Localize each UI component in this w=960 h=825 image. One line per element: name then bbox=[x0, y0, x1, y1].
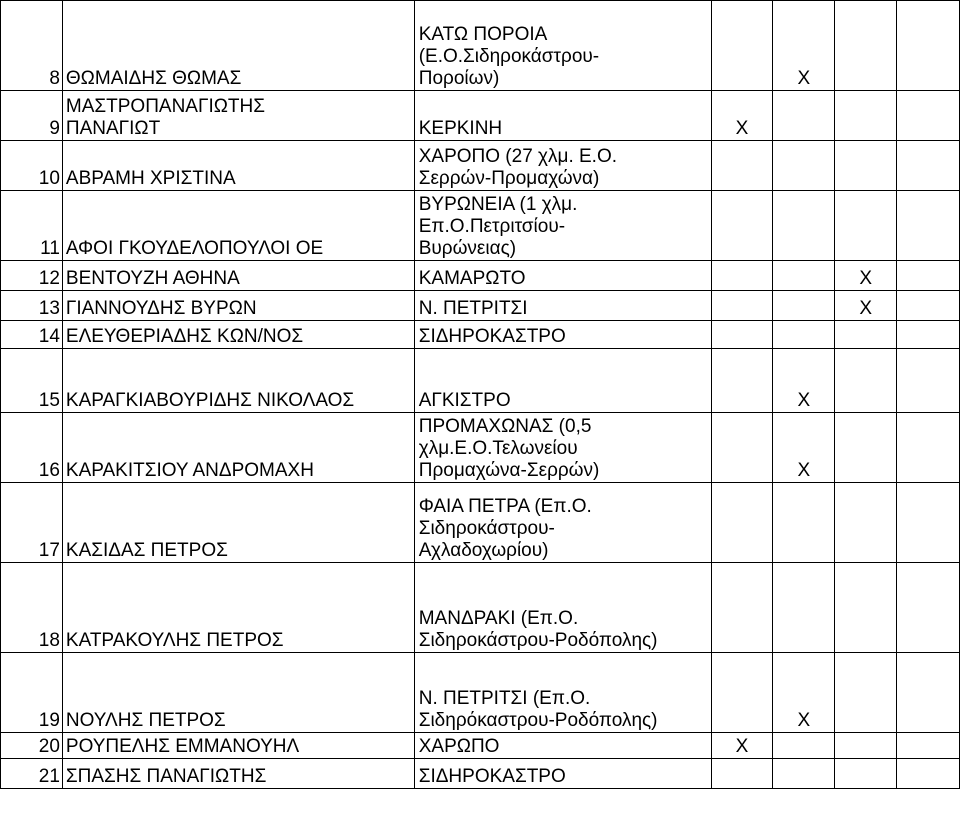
business-name-cell bbox=[62, 191, 414, 261]
row-number: 19 bbox=[1, 653, 63, 733]
location-line: ΧΑΡΩΠΟ bbox=[418, 736, 500, 757]
mark-cell-mark-d bbox=[897, 191, 960, 261]
mark-cell-mark-d bbox=[897, 261, 960, 291]
location-cell bbox=[414, 759, 711, 789]
location-line: Σιδηρόκαστρου-Ροδόπολης) bbox=[418, 710, 658, 731]
mark-cell-mark-c bbox=[835, 321, 897, 349]
business-name-line: ΡΟΥΠΕΛΗΣ ΕΜΜΑΝΟΥΗΛ bbox=[65, 736, 300, 757]
location-line: ΒΥΡΩΝΕΙΑ (1 χλμ. bbox=[418, 194, 578, 215]
location-cell bbox=[414, 261, 711, 291]
business-name-cell bbox=[62, 349, 414, 413]
mark-cell-mark-d bbox=[897, 321, 960, 349]
row-number: 15 bbox=[1, 349, 63, 413]
location-line: ΚΕΡΚΙΝΗ bbox=[418, 118, 503, 139]
row-number: 11 bbox=[1, 191, 63, 261]
location-line: ΜΑΝΔΡΑΚΙ (Επ.Ο. bbox=[418, 608, 579, 629]
location-cell bbox=[414, 733, 711, 759]
mark-cell-mark-c bbox=[835, 349, 897, 413]
mark-cell-mark-a bbox=[711, 563, 773, 653]
location-cell bbox=[414, 141, 711, 191]
mark-cell-mark-d bbox=[897, 563, 960, 653]
mark-cell-mark-c bbox=[835, 191, 897, 261]
business-name-cell bbox=[62, 653, 414, 733]
mark-cell-mark-a bbox=[711, 759, 773, 789]
mark-cell-mark-c bbox=[835, 91, 897, 141]
location-line: ΠΡΟΜΑΧΩΝΑΣ (0,5 bbox=[418, 416, 592, 437]
business-name-line: ΠΑΝΑΓΙΩΤ bbox=[65, 118, 161, 139]
business-name-line: ΘΩΜΑΙΔΗΣ ΘΩΜΑΣ bbox=[65, 68, 242, 89]
mark-cell-mark-b: X bbox=[773, 349, 835, 413]
row-number: 12 bbox=[1, 261, 63, 291]
business-name-line: ΑΒΡΑΜΗ ΧΡΙΣΤΙΝΑ bbox=[65, 168, 236, 189]
business-name-cell bbox=[62, 291, 414, 321]
row-number: 18 bbox=[1, 563, 63, 653]
business-name-cell bbox=[62, 483, 414, 563]
location-line: ΚΑΤΩ ΠΟΡΟΙΑ bbox=[418, 24, 548, 45]
table-row bbox=[1, 191, 960, 261]
mark-cell-mark-b bbox=[773, 733, 835, 759]
business-name-line: ΑΦΟΙ ΓΚΟΥΔΕΛΟΠΟΥΛΟΙ ΟΕ bbox=[65, 238, 324, 259]
mark-cell-mark-c bbox=[835, 141, 897, 191]
table-row bbox=[1, 733, 960, 759]
location-cell bbox=[414, 349, 711, 413]
table-row bbox=[1, 563, 960, 653]
mark-cell-mark-a bbox=[711, 291, 773, 321]
row-number: 10 bbox=[1, 141, 63, 191]
mark-cell-mark-a: X bbox=[711, 91, 773, 141]
mark-cell-mark-b bbox=[773, 261, 835, 291]
location-line: ΣΙΔΗΡΟΚΑΣΤΡΟ bbox=[418, 766, 566, 787]
business-name-line: ΚΑΤΡΑΚΟΥΛΗΣ ΠΕΤΡΟΣ bbox=[65, 630, 284, 651]
business-name-cell bbox=[62, 563, 414, 653]
location-cell bbox=[414, 291, 711, 321]
row-number: 13 bbox=[1, 291, 63, 321]
row-number: 14 bbox=[1, 321, 63, 349]
business-name-cell bbox=[62, 733, 414, 759]
mark-cell-mark-d bbox=[897, 733, 960, 759]
location-cell bbox=[414, 1, 711, 91]
mark-cell-mark-a bbox=[711, 261, 773, 291]
mark-cell-mark-c: X bbox=[835, 291, 897, 321]
table-row bbox=[1, 1, 960, 91]
business-name-line: ΕΛΕΥΘΕΡΙΑΔΗΣ ΚΩΝ/ΝΟΣ bbox=[65, 326, 304, 347]
mark-cell-mark-b bbox=[773, 91, 835, 141]
business-name-cell bbox=[62, 321, 414, 349]
location-line: (Ε.Ο.Σιδηροκάστρου- bbox=[418, 46, 600, 67]
table-row bbox=[1, 349, 960, 413]
mark-cell-mark-c bbox=[835, 733, 897, 759]
row-number: 16 bbox=[1, 413, 63, 483]
mark-cell-mark-c bbox=[835, 1, 897, 91]
mark-cell-mark-a bbox=[711, 1, 773, 91]
mark-cell-mark-d bbox=[897, 1, 960, 91]
location-line: Ποροίων) bbox=[418, 68, 500, 89]
business-name-line: ΒΕΝΤΟΥΖΗ ΑΘΗΝΑ bbox=[65, 268, 240, 289]
location-cell bbox=[414, 413, 711, 483]
table-row bbox=[1, 759, 960, 789]
mark-cell-mark-b bbox=[773, 141, 835, 191]
mark-cell-mark-c bbox=[835, 413, 897, 483]
mark-cell-mark-c: X bbox=[835, 261, 897, 291]
mark-cell-mark-c bbox=[835, 759, 897, 789]
location-cell bbox=[414, 563, 711, 653]
location-line: ΑΓΚΙΣΤΡΟ bbox=[418, 390, 511, 411]
mark-cell-mark-d bbox=[897, 141, 960, 191]
mark-cell-mark-d bbox=[897, 291, 960, 321]
mark-cell-mark-c bbox=[835, 563, 897, 653]
table-row bbox=[1, 261, 960, 291]
mark-cell-mark-b: X bbox=[773, 413, 835, 483]
mark-cell-mark-d bbox=[897, 349, 960, 413]
mark-cell-mark-d bbox=[897, 759, 960, 789]
table-row bbox=[1, 91, 960, 141]
mark-cell-mark-a bbox=[711, 191, 773, 261]
location-line: Σιδηροκάστρου-Ροδόπολης) bbox=[418, 630, 658, 651]
table-row bbox=[1, 291, 960, 321]
location-line: ΣΙΔΗΡΟΚΑΣΤΡΟ bbox=[418, 326, 566, 347]
mark-cell-mark-b: X bbox=[773, 1, 835, 91]
business-name-cell bbox=[62, 1, 414, 91]
mark-cell-mark-b bbox=[773, 759, 835, 789]
mark-cell-mark-d bbox=[897, 653, 960, 733]
mark-cell-mark-b bbox=[773, 191, 835, 261]
location-line: χλμ.Ε.Ο.Τελωνείου bbox=[418, 438, 578, 459]
mark-cell-mark-b bbox=[773, 291, 835, 321]
mark-cell-mark-a bbox=[711, 349, 773, 413]
business-name-line: ΚΑΡΑΚΙΤΣΙΟΥ ΑΝΔΡΟΜΑΧΗ bbox=[65, 460, 314, 481]
location-line: ΦΑΙΑ ΠΕΤΡΑ (Επ.Ο. bbox=[418, 496, 592, 517]
business-name-line: ΣΠΑΣΗΣ ΠΑΝΑΓΙΩΤΗΣ bbox=[65, 766, 267, 787]
row-number: 20 bbox=[1, 733, 63, 759]
business-name-cell bbox=[62, 141, 414, 191]
table-row bbox=[1, 141, 960, 191]
business-name-line: ΚΑΣΙΔΑΣ ΠΕΤΡΟΣ bbox=[65, 540, 228, 561]
location-line: Ν. ΠΕΤΡΙΤΣΙ (Επ.Ο. bbox=[418, 688, 591, 709]
mark-cell-mark-a bbox=[711, 483, 773, 563]
mark-cell-mark-b bbox=[773, 321, 835, 349]
mark-cell-mark-a bbox=[711, 141, 773, 191]
row-number: 17 bbox=[1, 483, 63, 563]
mark-cell-mark-d bbox=[897, 91, 960, 141]
business-name-line: ΜΑΣΤΡΟΠΑΝΑΓΙΩΤΗΣ bbox=[65, 96, 266, 117]
table-row bbox=[1, 653, 960, 733]
mark-cell-mark-a: X bbox=[711, 733, 773, 759]
location-line: Βυρώνειας) bbox=[418, 238, 517, 259]
location-line: Σερρών-Προμαχώνα) bbox=[418, 168, 600, 189]
location-line: Προμαχώνα-Σερρών) bbox=[418, 460, 600, 481]
table-body bbox=[1, 1, 960, 789]
mark-cell-mark-b: X bbox=[773, 653, 835, 733]
mark-cell-mark-a bbox=[711, 413, 773, 483]
business-name-cell bbox=[62, 91, 414, 141]
table-row bbox=[1, 483, 960, 563]
location-line: Επ.Ο.Πετριτσίου- bbox=[418, 216, 566, 237]
location-cell bbox=[414, 321, 711, 349]
location-line: ΚΑΜΑΡΩΤΟ bbox=[418, 268, 526, 289]
location-cell bbox=[414, 91, 711, 141]
table-row bbox=[1, 321, 960, 349]
row-number: 9 bbox=[1, 91, 63, 141]
location-line: Σιδηροκάστρου- bbox=[418, 518, 555, 539]
business-name-cell bbox=[62, 261, 414, 291]
location-line: Αχλαδοχωρίου) bbox=[418, 540, 549, 561]
mark-cell-mark-d bbox=[897, 483, 960, 563]
mark-cell-mark-c bbox=[835, 653, 897, 733]
mark-cell-mark-b bbox=[773, 483, 835, 563]
business-name-line: ΝΟΥΛΗΣ ΠΕΤΡΟΣ bbox=[65, 710, 226, 731]
location-cell bbox=[414, 483, 711, 563]
mark-cell-mark-b bbox=[773, 563, 835, 653]
location-line: ΧΑΡΟΠΟ (27 χλμ. Ε.Ο. bbox=[418, 146, 618, 167]
location-cell bbox=[414, 653, 711, 733]
table-row bbox=[1, 413, 960, 483]
mark-cell-mark-a bbox=[711, 321, 773, 349]
business-name-cell bbox=[62, 759, 414, 789]
business-name-line: ΚΑΡΑΓΚΙΑΒΟΥΡΙΔΗΣ ΝΙΚΟΛΑΟΣ bbox=[65, 390, 355, 411]
mark-cell-mark-c bbox=[835, 483, 897, 563]
mark-cell-mark-d bbox=[897, 413, 960, 483]
mark-cell-mark-a bbox=[711, 653, 773, 733]
business-name-cell bbox=[62, 413, 414, 483]
location-cell bbox=[414, 191, 711, 261]
row-number: 21 bbox=[1, 759, 63, 789]
row-number: 8 bbox=[1, 1, 63, 91]
business-name-line: ΓΙΑΝΝΟΥΔΗΣ ΒΥΡΩΝ bbox=[65, 298, 257, 319]
location-line: Ν. ΠΕΤΡΙΤΣΙ bbox=[418, 298, 528, 319]
